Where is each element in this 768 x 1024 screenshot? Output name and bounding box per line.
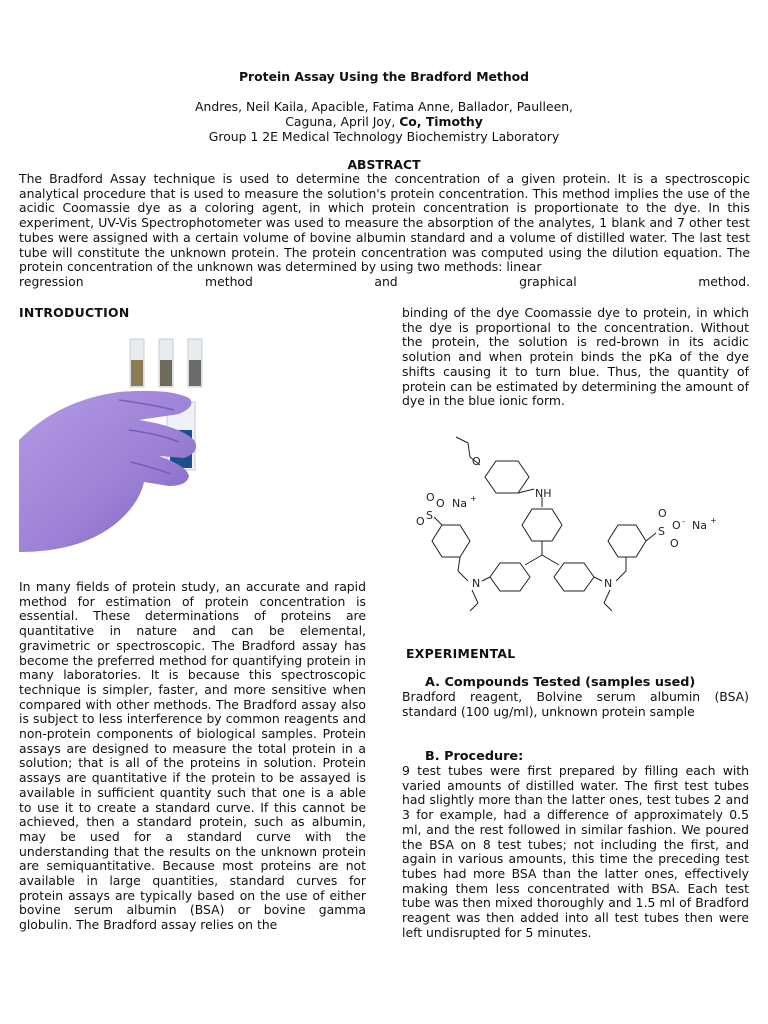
atom-o-left-3: O xyxy=(436,497,445,510)
atom-n-left: N xyxy=(472,577,481,590)
plus-right: + xyxy=(710,516,717,525)
atom-n-right: N xyxy=(604,577,613,590)
sodium-left: Na xyxy=(452,497,467,510)
affiliation-line: Group 1 2E Medical Technology Biochemistry Laboratory xyxy=(208,129,560,144)
introduction-continued: binding of the dye Coomassie dye to protein, in which the dye is proportional to the concentration. Without the protein, the solution is red-brown in its acidic solution and when protein binds the pKa of the dye shifts causing it to turn blue. Thus, the quantity of protein can be estimated by determining the amount of dye in the blue ionic form. xyxy=(402,305,749,409)
atom-nh: NH xyxy=(535,487,552,500)
section-a-body: Bradford reagent, Bolvine serum albumin (BSA) standard (100 ug/ml), unknown protein sample xyxy=(402,689,749,719)
cuvettes-glove-photo xyxy=(19,330,209,552)
paper-title: Protein Assay Using the Bradford Method xyxy=(238,69,530,84)
section-b-body: 9 test tubes were first prepared by filling each with varied amounts of distilled water. The first test tubes had slightly more than the latter ones, test tubes 2 and 3 for example, had a difference of approximately 0.5 ml, and the rest followed in similar fashion. We poured the BSA on 8 test tubes; not including the first, and again in various amounts, this time the preceding test tubes had more BSA than the latter ones, effectively making them less concentrated with BSA. Each test tube was then mixed thoroughly and 1.5 ml of Bradford reagent was then added into all test tubes then were left undisrupted for 5 minutes. xyxy=(402,763,749,940)
cuvette-row xyxy=(130,339,202,387)
section-a-heading: A. Compounds Tested (samples used) xyxy=(425,675,696,690)
author-line-1: Andres, Neil Kaila, Apacible, Fatima Anne, Ballador, Paulleen, xyxy=(195,99,573,114)
atom-s-right: S xyxy=(658,525,665,538)
introduction-heading: INTRODUCTION xyxy=(19,305,130,320)
abstract-body: The Bradford Assay technique is used to determine the concentration of a given protein. It is a spectroscopic analytical procedure that is used to measure the solution's protein concentration. This method implies the use of the acidic Coomassie dye as a coloring agent, in which protein concentration is proportionate to the dye. In this experiment, UV-Vis Spectrophotometer was used to measure the absorption of the analytes, 1 blank and 7 other test tubes were assigned with a certain volume of bovine albumin standard and a volume of distilled water. The last test tube will constitute the unknown protein. The protein concentration was computed using the dilution equation. The protein concentration of the unknown was determined by using two methods: linear xyxy=(19,171,750,275)
abstract-text-block xyxy=(19,172,750,290)
atom-s-left: S xyxy=(426,509,433,522)
atom-o-right-3: O xyxy=(672,519,681,532)
atom-o-left-1: O xyxy=(416,515,425,528)
sodium-right: Na xyxy=(692,519,707,532)
plus-left: + xyxy=(470,494,477,503)
atom-o-right-1: O xyxy=(658,507,667,520)
abstract-heading: ABSTRACT xyxy=(347,157,421,172)
minus-right: - xyxy=(682,517,685,526)
introduction-body: In many fields of protein study, an accurate and rapid method for estimation of protein concentration is essential. These determinations of proteins are quantitative in nature and can be elemental, gravimetric or spectroscopic. The Bradford assay has become the preferred method for quantifying protein in many laboratories. It is because this spectroscopic technique is simpler, faster, and more sensitive when compared with other methods. The Bradford assay also is subject to less interference by common reagents and non-protein components of biological samples. Protein assays are designed to measure the total protein in a solution; that is all of the proteins in solution. Protein assays are quantitative if the protein to be assayed is available in sufficient quantity such that one is a able to use it to create a standard curve. If this cannot be achieved, then a standard protein, such as albumin, may be used for a standard curve with the understanding that the results on the unknown protein are semiquantitative. Because most proteins are not available in large quantities, standard curves for protein assays are typically based on the use of either bovine serum albumin (BSA) or bovine gamma globulin. The Bradford assay relies on the xyxy=(19,579,366,933)
coomassie-dye-structure xyxy=(390,425,740,625)
atom-o-right-2: O xyxy=(670,537,679,550)
author-line-2-plain: Caguna, April Joy, xyxy=(285,114,400,129)
structure-svg xyxy=(390,425,740,625)
abstract-last-line: regression method and graphical method. xyxy=(19,273,750,289)
experimental-heading: EXPERIMENTAL xyxy=(406,646,516,661)
author-line-2-bold: Co, Timothy xyxy=(399,114,483,129)
atom-o-ethoxy: O xyxy=(472,455,481,468)
cuvettes-photo-svg xyxy=(19,330,209,552)
author-line-2 xyxy=(0,114,768,129)
atom-o-left-2: O xyxy=(426,491,435,504)
section-b-heading: B. Procedure: xyxy=(425,749,524,764)
structure-labels xyxy=(416,455,717,590)
author-block xyxy=(0,99,768,144)
gloved-hand xyxy=(19,391,196,552)
